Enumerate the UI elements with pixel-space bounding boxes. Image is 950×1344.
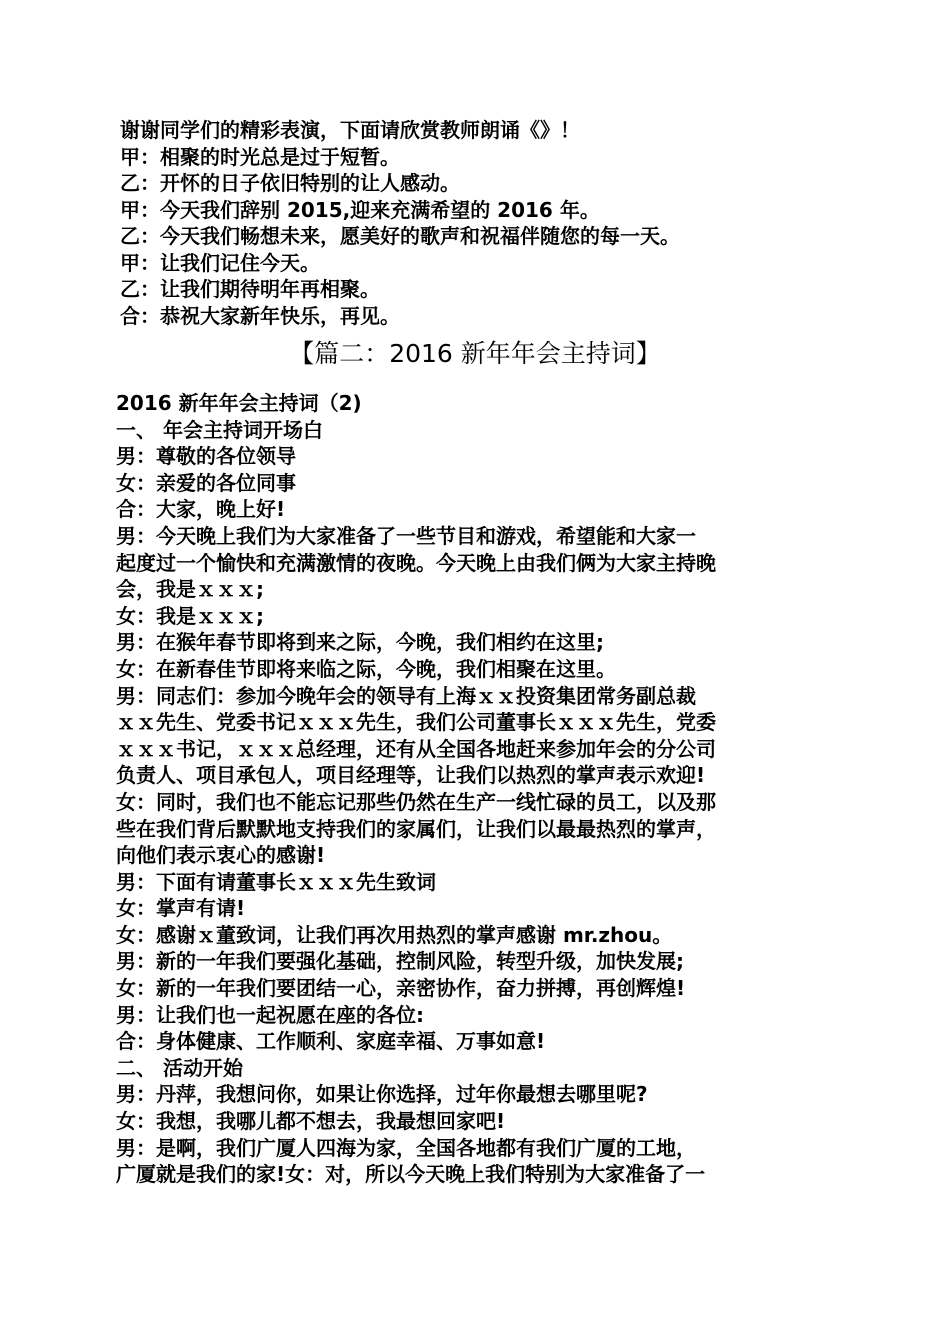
text-line: 女：同时，我们也不能忘记那些仍然在生产一线忙碌的员工，以及那 <box>116 789 716 814</box>
text-line: 女：在新春佳节即将来临之际，今晚，我们相聚在这里。 <box>116 656 616 681</box>
text-line: 男：在猴年春节即将到来之际，今晚，我们相约在这里; <box>116 630 604 655</box>
text-line: 男：尊敬的各位领导 <box>116 444 296 469</box>
text-line: 女：新的一年我们要团结一心，亲密协作，奋力拼搏，再创辉煌! <box>116 976 686 1001</box>
text-line: 乙：开怀的日子依旧特别的让人感动。 <box>120 171 460 195</box>
text-line: 女：感谢ｘ董致词，让我们再次用热烈的掌声感谢 mr.zhou。 <box>116 922 673 947</box>
text-line: 男：今天晚上我们为大家准备了一些节目和游戏，希望能和大家一 <box>116 523 696 548</box>
text-line: 女：我想，我哪儿都不想去，我最想回家吧! <box>116 1109 506 1134</box>
text-line: 男：是啊，我们广厦人四海为家，全国各地都有我们广厦的工地， <box>116 1135 696 1160</box>
text-line: 女：掌声有请! <box>116 896 246 921</box>
text-line: 合：恭祝大家新年快乐，再见。 <box>120 303 400 328</box>
text-line: 男：新的一年我们要强化基础，控制风险，转型升级，加快发展; <box>116 949 684 974</box>
text-line: 合：大家，晚上好! <box>116 497 286 522</box>
text-line: 乙：今天我们畅想未来，愿美好的歌声和祝福伴随您的每一天。 <box>120 224 680 248</box>
text-line: 男：下面有请董事长ｘｘｘ先生致词 <box>116 869 436 894</box>
text-line: 女：我是ｘｘｘ; <box>116 603 264 628</box>
text-line: 负责人、项目承包人，项目经理等，让我们以热烈的掌声表示欢迎! <box>116 763 706 788</box>
text-line: 甲：让我们记住今天。 <box>120 250 320 275</box>
text-line: 2016 新年年会主持词（2) <box>116 391 362 415</box>
text-line: 甲：今天我们辞别 2015,迎来充满希望的 2016 年。 <box>120 197 600 222</box>
text-line: 会，我是ｘｘｘ; <box>116 577 264 602</box>
text-line: 乙：让我们期待明年再相聚。 <box>120 277 380 301</box>
text-line: 一、 年会主持词开场白 <box>116 417 323 442</box>
text-line: ｘｘ先生、党委书记ｘｘｘ先生，我们公司董事长ｘｘｘ先生，党委 <box>116 710 716 735</box>
text-line: 男：丹萍，我想问你，如果让你选择，过年你最想去哪里呢? <box>116 1082 648 1107</box>
text-line: 合：身体健康、工作顺利、家庭幸福、万事如意! <box>116 1029 546 1054</box>
text-line: 谢谢同学们的精彩表演，下面请欣赏教师朗诵《》！ <box>120 118 580 142</box>
text-line: 起度过一个愉快和充满激情的夜晚。今天晚上由我们俩为大家主持晚 <box>116 550 716 575</box>
section-two-text <box>116 390 840 1188</box>
text-line: 男：让我们也一起祝愿在座的各位: <box>116 1002 424 1027</box>
text-line: 男：同志们：参加今晚年会的领导有上海ｘｘ投资集团常务副总裁 <box>116 683 696 708</box>
text-line: 女：亲爱的各位同事 <box>116 470 296 495</box>
text-line: 广厦就是我们的家!女：对，所以今天晚上我们特别为大家准备了一 <box>116 1162 706 1187</box>
section-one-text <box>120 117 840 329</box>
text-line: 二、 活动开始 <box>116 1055 243 1080</box>
section-heading: 【篇二：2016 新年年会主持词】 <box>289 339 661 368</box>
text-line: ｘｘｘ书记，ｘｘｘ总经理，还有从全国各地赶来参加年会的分公司 <box>116 736 716 761</box>
text-line: 向他们表示衷心的感谢! <box>116 843 326 868</box>
text-line: 些在我们背后默默地支持我们的家属们，让我们以最最热烈的掌声， <box>116 816 716 841</box>
text-line: 甲：相聚的时光总是过于短暂。 <box>120 144 400 169</box>
